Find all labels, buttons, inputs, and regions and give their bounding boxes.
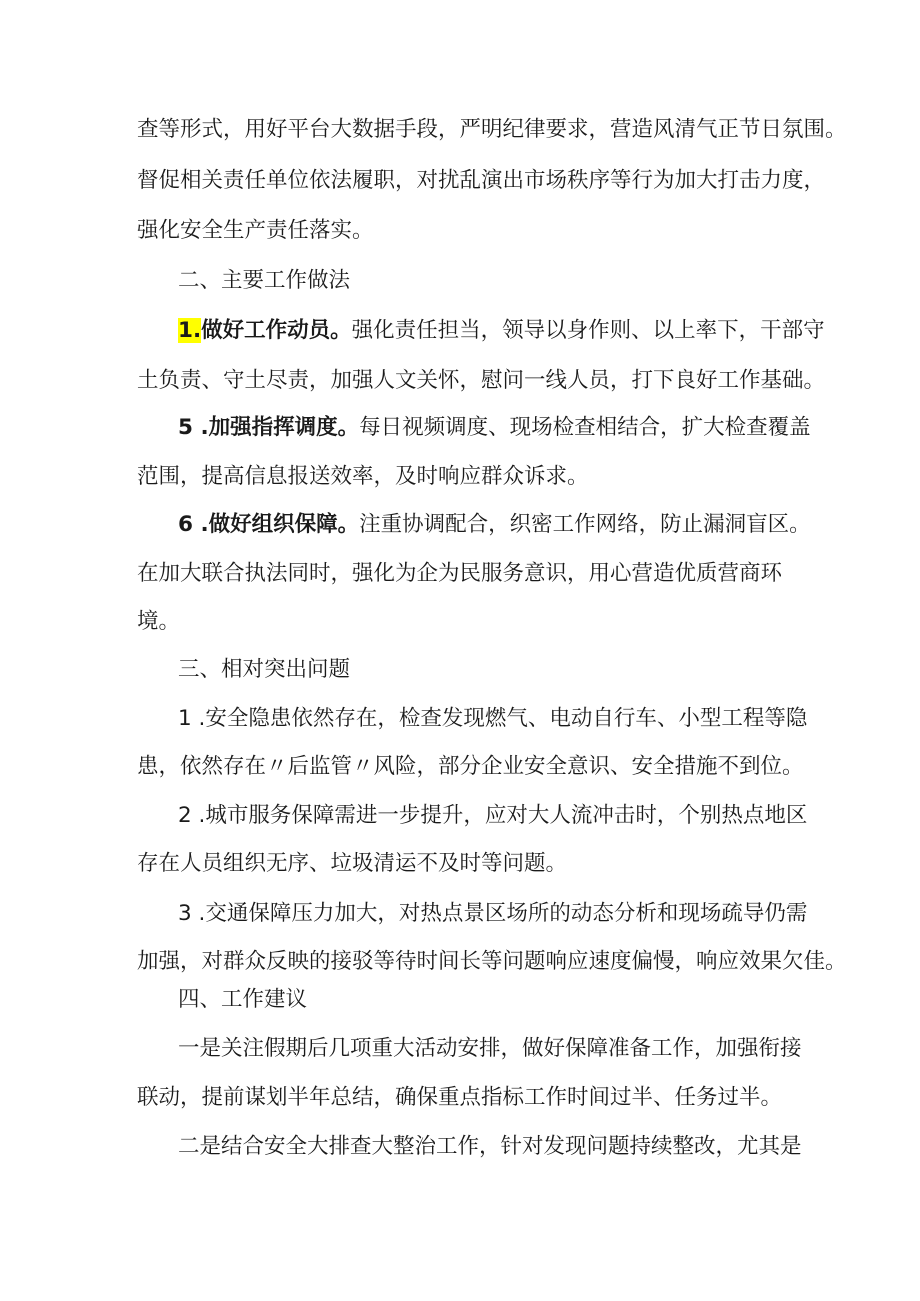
text-line: 一是关注假期后几项重大活动安排，做好保障准备工作，加强衔接 bbox=[178, 1036, 802, 1061]
list-item bbox=[178, 510, 811, 540]
text-line: 加强，对群众反映的接驳等待时间长等问题响应速度偏慢，响应效果欠佳。 bbox=[137, 949, 847, 974]
text-line: 2 .城市服务保障需进一步提升，应对大人流冲击时，个别热点地区 bbox=[178, 803, 808, 828]
section-heading: 四、工作建议 bbox=[178, 987, 308, 1012]
text-line: 境。 bbox=[137, 609, 181, 634]
item-body: 每日视频调度、现场检查相结合，扩大检查覆盖 bbox=[359, 415, 811, 440]
text-line: 联动，提前谋划半年总结，确保重点指标工作时间过半、任务过半。 bbox=[137, 1085, 783, 1110]
text-line: 存在人员组织无序、垃圾清运不及时等问题。 bbox=[137, 851, 568, 876]
list-item bbox=[178, 413, 811, 443]
text-line: 强化安全生产责任落实。 bbox=[137, 218, 374, 243]
text-line: 在加大联合执法同时，强化为企为民服务意识，用心营造优质营商环 bbox=[137, 561, 783, 586]
item-body: 强化责任担当，领导以身作则、以上率下，干部守 bbox=[351, 318, 825, 343]
text-line: 查等形式，用好平台大数据手段，严明纪律要求，营造风清气正节日氛围。 bbox=[137, 117, 847, 142]
item-title: .做好组织保障。 bbox=[192, 512, 360, 537]
list-item bbox=[178, 316, 825, 346]
section-heading: 三、相对突出问题 bbox=[178, 657, 351, 682]
item-body: 注重协调配合，织密工作网络，防止漏洞盲区。 bbox=[359, 512, 811, 537]
section-heading: 二、主要工作做法 bbox=[178, 268, 351, 293]
item-title: 做好工作动员。 bbox=[201, 318, 352, 343]
text-line: 二是结合安全大排查大整治工作，针对发现问题持续整改，尤其是 bbox=[178, 1134, 802, 1159]
item-number: 6 bbox=[178, 512, 193, 537]
text-line: 3 .交通保障压力加大，对热点景区场所的动态分析和现场疏导仍需 bbox=[178, 901, 808, 926]
item-title: .加强指挥调度。 bbox=[192, 415, 360, 440]
text-line: 土负责、守土尽责，加强人文关怀，慰问一线人员，打下良好工作基础。 bbox=[137, 368, 826, 393]
item-number: 1. bbox=[178, 318, 202, 343]
text-line: 患，依然存在〃后监管〃风险，部分企业安全意识、安全措施不到位。 bbox=[137, 754, 804, 779]
text-line: 范围，提高信息报送效率，及时响应群众诉求。 bbox=[137, 464, 589, 489]
text-line: 督促相关责任单位依法履职，对扰乱演出市场秩序等行为加大打击力度， bbox=[137, 168, 826, 193]
item-number: 5 bbox=[178, 415, 193, 440]
text-line: 1 .安全隐患依然存在，检查发现燃气、电动自行车、小型工程等隐 bbox=[178, 706, 808, 731]
